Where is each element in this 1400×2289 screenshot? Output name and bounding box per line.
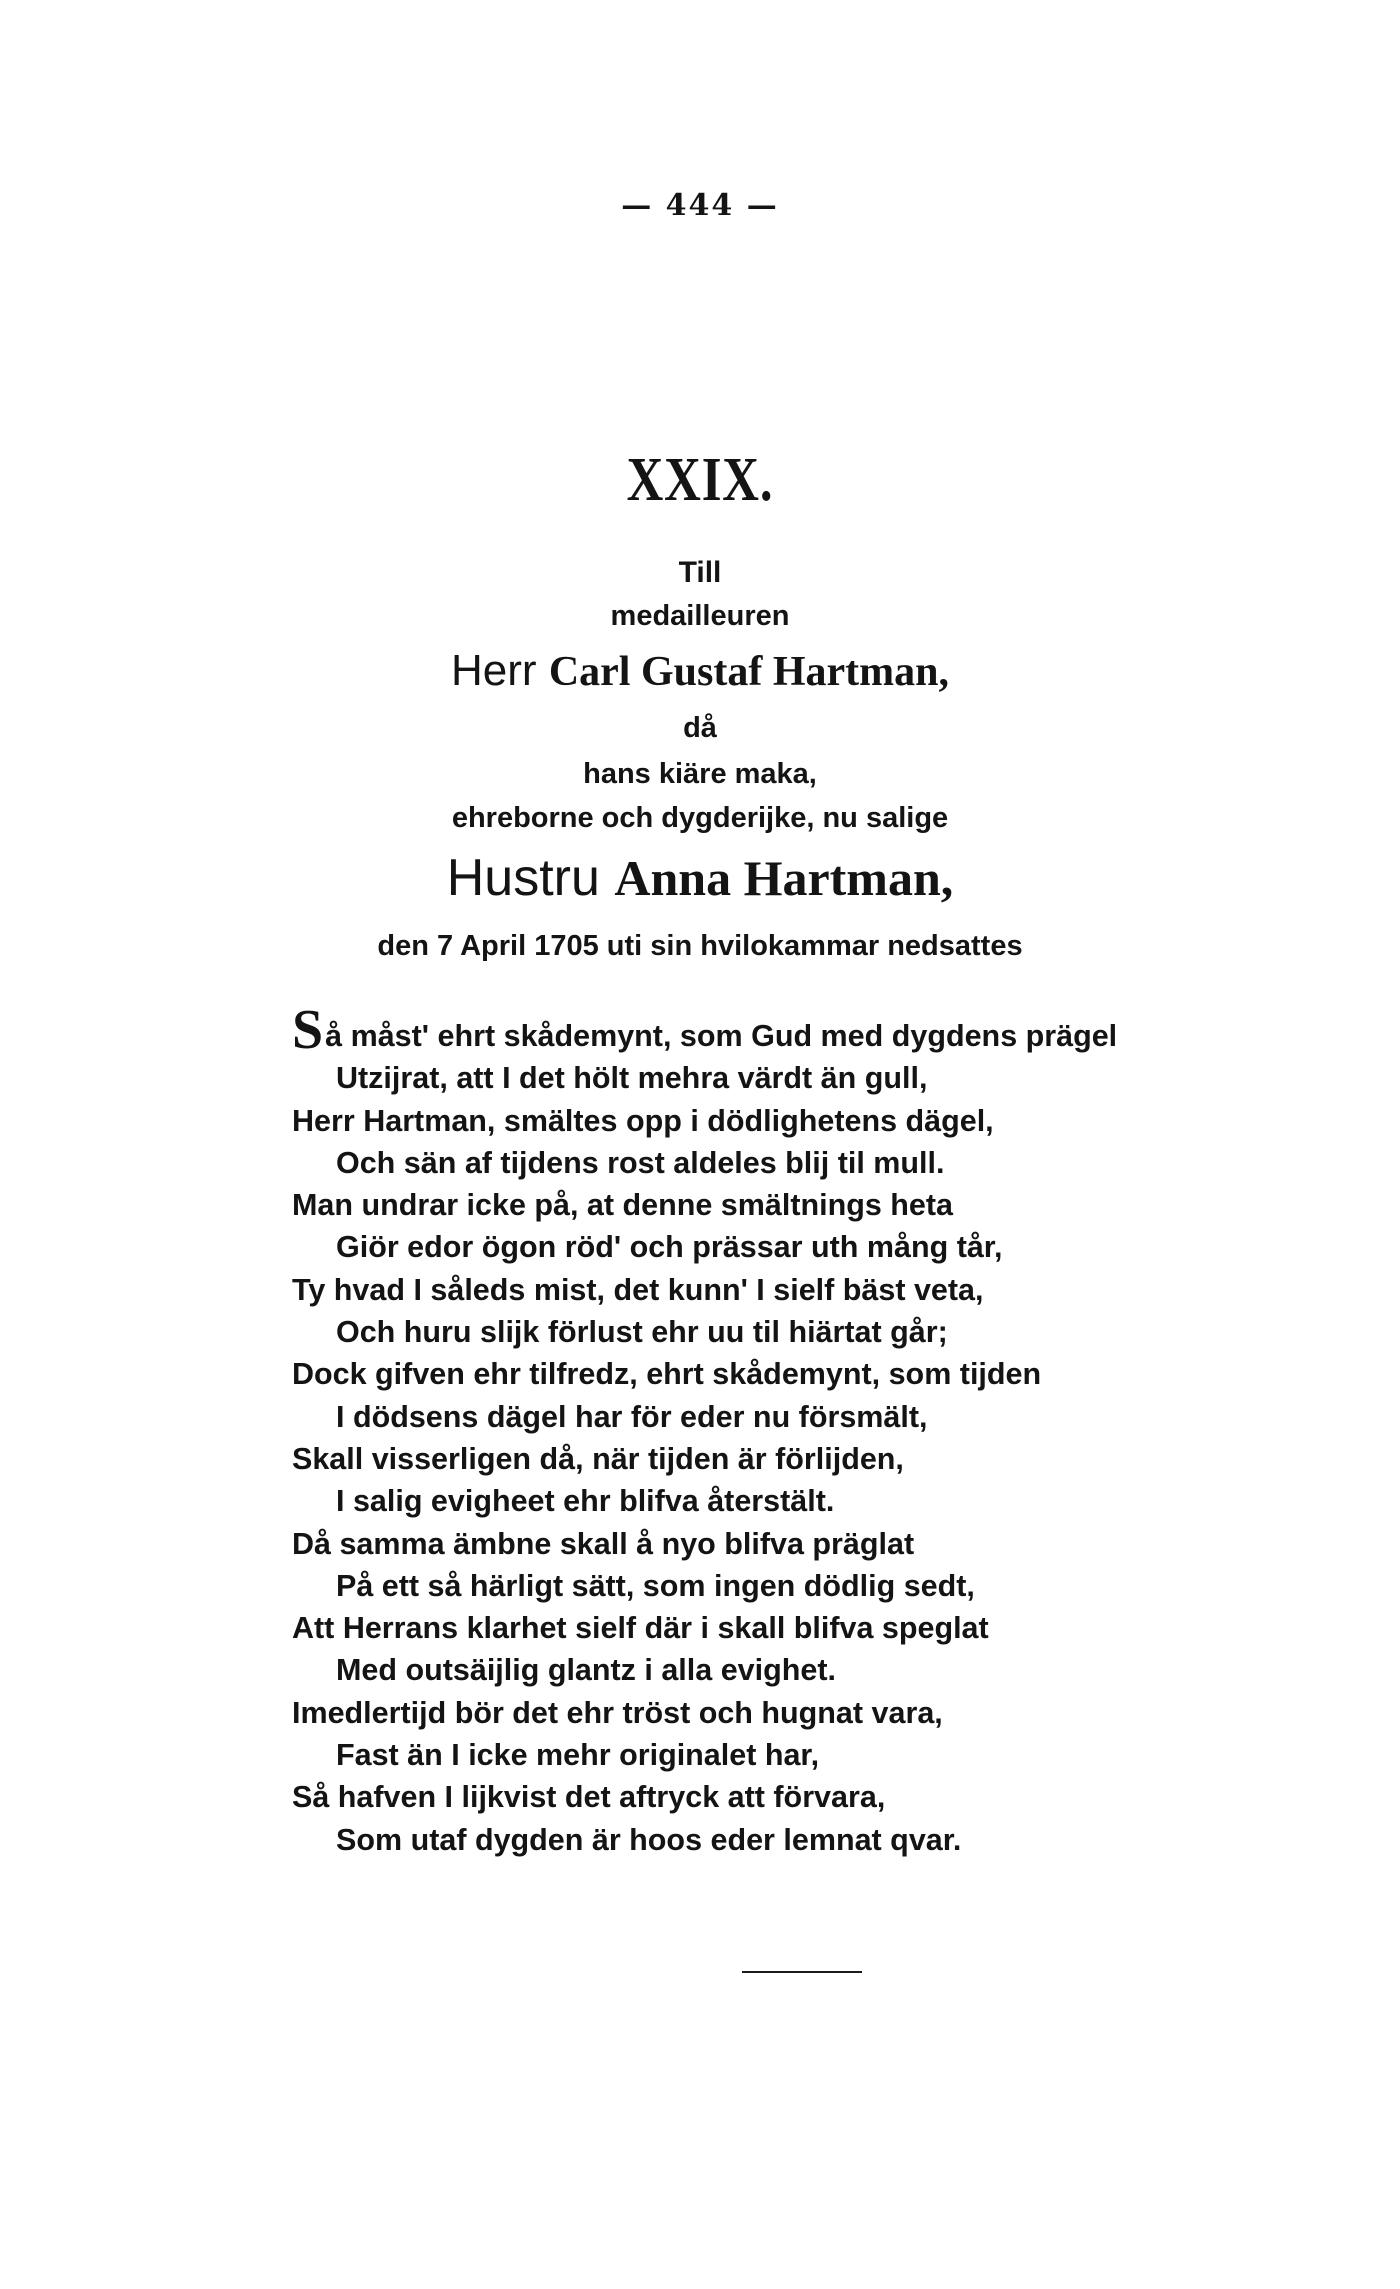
drop-cap: S	[292, 999, 324, 1061]
poem-line: Med outsäijlig glantz i alla evighet.	[336, 1653, 836, 1688]
end-rule	[742, 1971, 862, 1973]
heading-deceased	[0, 848, 1400, 908]
poem-line-1	[292, 999, 1292, 1061]
heading-date-line: den 7 April 1705 uti sin hvilokammar nedsattes	[377, 930, 1023, 962]
heading-hans: hans kiäre maka,	[583, 758, 817, 790]
poem-line: Fast än I icke mehr originalet har,	[336, 1738, 820, 1773]
poem-line: Att Herrans klarhet sielf där i skall blifva speglat	[292, 1611, 989, 1646]
poem-line: Som utaf dygden är hoos eder lemnat qvar.	[336, 1822, 962, 1857]
page-number: — 444 —	[621, 188, 779, 223]
poem-line: Då samma ämbne skall å nyo blifva präglat	[292, 1526, 915, 1561]
poem-line: Utzijrat, att I det hölt mehra värdt än gull,	[336, 1061, 928, 1096]
heading-hustru-prefix: Hustru	[446, 849, 600, 907]
heading-da: då	[683, 712, 717, 744]
poem-line: Och huru slijk förlust ehr uu til hiärtat går;	[336, 1315, 948, 1350]
poem-line: Och sän af tijdens rost aldeles blij til mull.	[336, 1145, 945, 1180]
poem-line: Så hafven I lijkvist det aftryck att förvara,	[292, 1780, 886, 1815]
heading-hustru-name: Anna Hartman,	[614, 850, 954, 906]
heading-dedicatee	[0, 646, 1400, 696]
heading-till: Till	[678, 556, 722, 589]
poem-line: I dödsens dägel har för eder nu försmält,	[336, 1399, 928, 1434]
heading-epithet: ehreborne och dygderijke, nu salige	[451, 802, 949, 834]
poem-line-1-text: å måst' ehrt skådemynt, som Gud med dygdens prägel	[325, 1019, 1118, 1053]
poem-line: I salig evigheet ehr blifva återstält.	[336, 1484, 835, 1519]
poem-line: Ty hvad I såleds mist, det kunn' I sielf bäst veta,	[292, 1272, 984, 1307]
poem-line: På ett så härligt sätt, som ingen dödlig sedt,	[336, 1568, 975, 1603]
heading-herr-prefix: Herr	[451, 646, 537, 695]
poem-line: Giör edor ögon röd' och prässar uth mång tår,	[336, 1230, 1003, 1265]
heading-title: medailleuren	[610, 600, 790, 632]
poem-number: XXIX.	[626, 446, 774, 514]
poem-line: Dock gifven ehr tilfredz, ehrt skådemynt, som tijden	[292, 1357, 1042, 1392]
poem-line: Imedlertijd bör det ehr tröst och hugnat vara,	[292, 1695, 943, 1730]
poem-line: Skall visserligen då, när tijden är förlijden,	[292, 1441, 904, 1476]
poem-line: Man undrar icke på, at denne smältnings heta	[292, 1188, 953, 1223]
poem-body	[292, 999, 1292, 1861]
poem-line: Herr Hartman, smältes opp i dödlighetens dägel,	[292, 1103, 994, 1138]
heading-herr-name: Carl Gustaf Hartman,	[548, 649, 949, 695]
